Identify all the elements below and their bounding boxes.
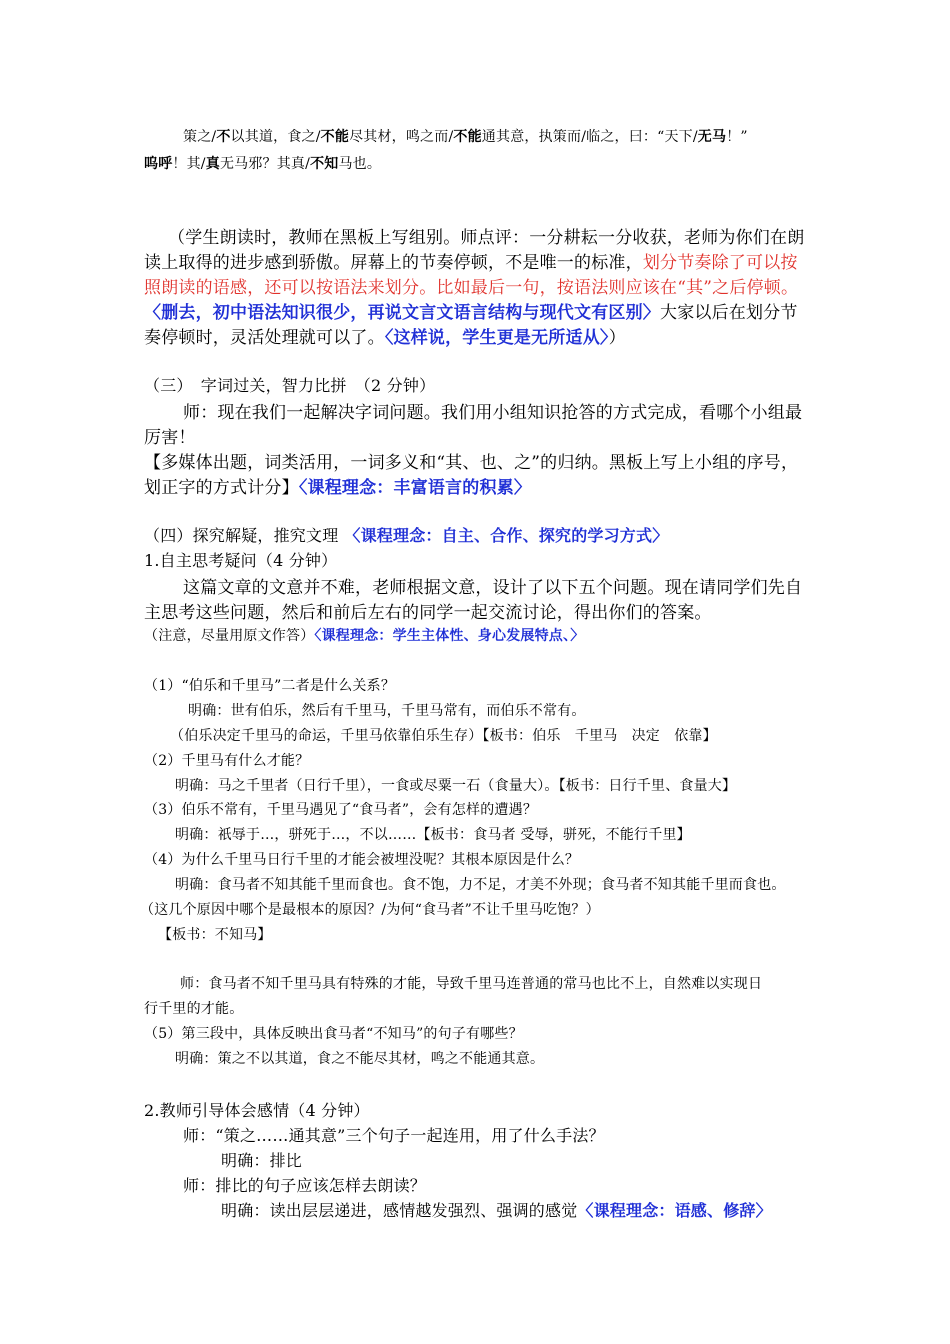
para1-text: ） bbox=[608, 328, 626, 348]
annotation: 〈课程理念：丰富语言的积累〉 bbox=[298, 478, 532, 498]
answer-parallelism: 明确：排比 bbox=[221, 1151, 303, 1170]
annotation: 〈课程理念：学生主体性、身心发展特点、〉 bbox=[314, 628, 585, 644]
section-4-title-text: （四）探究解疑，推究文理 bbox=[144, 526, 339, 545]
para1-text: 大家以后在划分节 bbox=[660, 303, 798, 323]
poem-seg: ！” bbox=[726, 129, 748, 145]
annotation: 〈课程理念：自主、合作、探究的学习方式〉 bbox=[344, 526, 669, 545]
annotation: 〈这样说，学生更是无所适从〉 bbox=[384, 328, 609, 348]
question-3: （3）伯乐不常有，千里马遇见了“食马者”，会有怎样的遭遇？ bbox=[144, 802, 538, 818]
answer-5: 明确：策之不以其道，食之不能尽其材，鸣之不能通其意。 bbox=[175, 1051, 545, 1067]
annotation: 〈删去，初中语法知识很少，再说文言文语言结构与现代文有区别〉 bbox=[144, 303, 660, 323]
answer-4-note: （这几个原因中哪个是最根本的原因？/为何“食马者”不让千里马吃饱？） bbox=[140, 902, 600, 918]
teacher-question-2: 师：排比的句子应该怎样去朗读？ bbox=[183, 1176, 427, 1195]
section-4-para-line-2: 主思考这些问题，然后和前后左右的同学一起交流讨论，得出你们的答案。 bbox=[144, 603, 712, 623]
answer-1-board: （伯乐决定千里马的命运，千里马依靠伯乐生存）【板书：伯乐 千里马 决定 依靠】 bbox=[170, 728, 717, 744]
section-4-subtitle-2: 2.教师引导体会感情（4 分钟） bbox=[144, 1101, 370, 1120]
section-4-note bbox=[144, 625, 584, 645]
para1-line-2 bbox=[144, 248, 798, 273]
para1-text: 奏停顿时，灵活处理就可以了。 bbox=[144, 328, 385, 348]
poem-emph: 不能 bbox=[453, 129, 482, 145]
section-3-title: （三） 字词过关，智力比拼 （2 分钟） bbox=[144, 376, 436, 395]
poem-emph: 无马 bbox=[697, 129, 727, 145]
poem-seg: 以其道，食之/ bbox=[230, 129, 321, 145]
para1-line-4 bbox=[144, 298, 798, 323]
section-3-line-1: 师：现在我们一起解决字词问题。我们用小组知识抢答的方式完成，看哪个小组最 bbox=[183, 403, 803, 423]
teacher-line-2: 行千里的才能。 bbox=[144, 1001, 244, 1017]
para1-text: 读上取得的进步感到骄傲。屏幕上的节奏停顿，不是唯一的标准， bbox=[144, 253, 643, 273]
annotation: 〈课程理念：语感、修辞〉 bbox=[577, 1201, 772, 1220]
section-3-text: 划正字的方式计分】 bbox=[144, 478, 299, 498]
para1-red-text: 划分节奏除了可以按 bbox=[642, 253, 798, 273]
poem-seg: 马也。 bbox=[338, 156, 382, 172]
answer-reading bbox=[221, 1198, 772, 1221]
section-4-title bbox=[144, 523, 668, 546]
poem-emph: 不 bbox=[216, 129, 231, 145]
para1-line-1: （学生朗读时，教师在黑板上写组别。师点评：一分耕耘一分收获，老师为你们在朗 bbox=[168, 228, 805, 248]
poem-line-1 bbox=[183, 126, 748, 146]
section-3-line-3: 【多媒体出题，词类活用，一词多义和“其、也、之”的归纳。黑板上写上小组的序号， bbox=[144, 453, 799, 473]
section-4-para-line-1: 这篇文章的文意并不难，老师根据文意，设计了以下五个问题。现在请同学们先自 bbox=[183, 578, 803, 598]
teacher-line-1: 师：食马者不知千里马具有特殊的才能，导致千里马连普通的常马也比不上，自然难以实现日 bbox=[180, 976, 763, 992]
question-1: （1）“伯乐和千里马”二者是什么关系？ bbox=[144, 678, 396, 694]
question-4: （4）为什么千里马日行千里的才能会被埋没呢？其根本原因是什么？ bbox=[144, 852, 580, 868]
poem-seg: 策之/ bbox=[183, 129, 217, 145]
poem-seg: ！其/ bbox=[172, 156, 206, 172]
question-5: （5）第三段中，具体反映出食马者“不知马”的句子有哪些？ bbox=[144, 1026, 523, 1042]
para1-line-5 bbox=[144, 323, 626, 348]
answer-3: 明确：祇辱于…，骈死于…，不以……【板书：食马者 受辱，骈死，不能行千里】 bbox=[175, 827, 691, 843]
poem-emph: 真 bbox=[205, 156, 220, 172]
answer-2: 明确：马之千里者（日行千里），一食或尽粟一石（食量大）。【板书：日行千里、食量大】 bbox=[175, 778, 737, 794]
poem-emph: 不能 bbox=[320, 129, 350, 145]
poem-emph: 呜呼 bbox=[144, 156, 173, 172]
section-3-line-4 bbox=[144, 473, 531, 498]
poem-seg: 通其意，执策而/临之，曰：“天下/ bbox=[481, 129, 698, 145]
teacher-question-1: 师：“策之……通其意”三个句子一起连用，用了什么手法？ bbox=[183, 1126, 605, 1145]
poem-emph: 不知 bbox=[310, 156, 339, 172]
answer-4-board: 【板书：不知马】 bbox=[158, 927, 272, 943]
section-4-subtitle-1: 1.自主思考疑问（4 分钟） bbox=[144, 551, 338, 570]
note-text: （注意，尽量用原文作答） bbox=[144, 628, 315, 644]
poem-line-2 bbox=[144, 153, 381, 173]
para1-line-3: 照朗读的语感，还可以按语法来划分。比如最后一句，按语法则应该在“其”之后停顿。 bbox=[144, 278, 799, 298]
section-3-line-2: 厉害！ bbox=[144, 428, 196, 448]
question-2: （2）千里马有什么才能？ bbox=[144, 753, 310, 769]
poem-seg: 尽其材，鸣之而/ bbox=[349, 129, 454, 145]
answer-text: 明确：读出层层递进，感情越发强烈、强调的感觉 bbox=[221, 1201, 578, 1220]
answer-4: 明确：食马者不知其能千里而食也。食不饱，力不足，才美不外现；食马者不知其能千里而食也。 bbox=[175, 877, 786, 893]
answer-1: 明确：世有伯乐，然后有千里马，千里马常有，而伯乐不常有。 bbox=[188, 703, 586, 719]
poem-seg: 无马邪？其真/ bbox=[219, 156, 311, 172]
